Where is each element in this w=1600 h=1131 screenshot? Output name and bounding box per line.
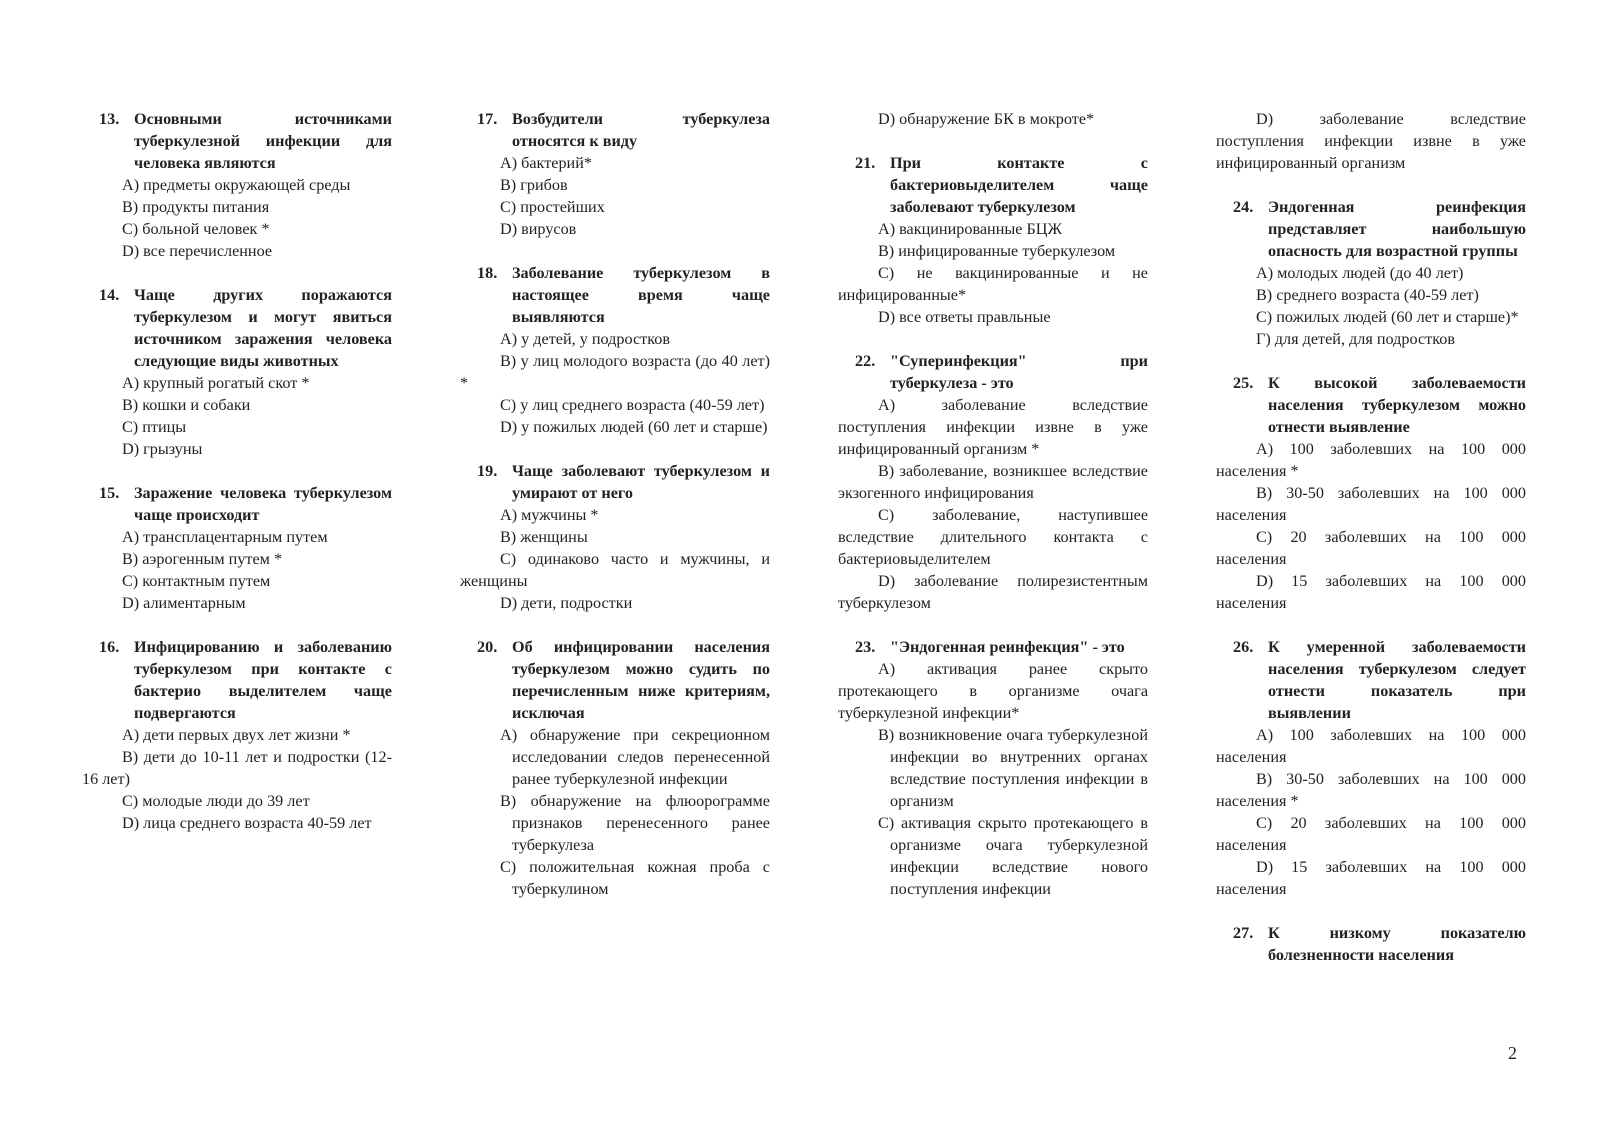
question-27 <box>1216 922 1526 966</box>
question-text <box>838 636 1148 658</box>
question-title: При контакте с бактериовыделителем чаще заболевают туберкулезом <box>890 154 1148 216</box>
question-13 <box>82 108 392 262</box>
answer-option: C) пожилых людей (60 лет и старше)* <box>1256 308 1519 326</box>
question-title: Об инфицировании населения туберкулезом можно судить по перечисленным ниже критериям, исключая <box>512 638 770 722</box>
question-number: 16. <box>99 638 120 656</box>
question-title: Эндогенная реинфекция представляет наибольшую опасность для возрастной группы <box>1268 198 1526 260</box>
answer-option: A) вакцинированные БЦЖ <box>878 220 1062 238</box>
answer-option: D) дети, подростки <box>500 594 633 612</box>
question-21 <box>838 152 1148 328</box>
answer-option: C) простейших <box>500 198 605 216</box>
answer-option: B) 30-50 заболевших на 100 000 населения <box>1216 484 1526 524</box>
answer-option: B) обнаружение на флюорограмме признаков перенесенного ранее туберкулеза <box>500 792 770 854</box>
answer-option: D) заболевание полирезистентным туберкулезом <box>838 572 1148 612</box>
answer-option: D) алиментарным <box>122 594 246 612</box>
question-title: "Эндогенная реинфекция" - это <box>890 638 1125 656</box>
answer-option: B) среднего возраста (40-59 лет) <box>1256 286 1479 304</box>
question-text <box>838 152 1148 218</box>
question-text <box>838 350 1148 394</box>
question-number: 22. <box>855 352 876 370</box>
question-text <box>1216 922 1526 966</box>
question-title: Чаще заболевают туберкулезом и умирают от него <box>512 462 770 502</box>
question-16 <box>82 636 392 834</box>
answer-option: C) птицы <box>122 418 187 436</box>
question-25 <box>1216 372 1526 614</box>
answer-option: A) молодых людей (до 40 лет) <box>1256 264 1464 282</box>
answer-option: Г) для детей, для подростков <box>1256 330 1455 348</box>
question-number: 27. <box>1233 924 1254 942</box>
question-24 <box>1216 196 1526 350</box>
answer-option: A) заболевание вследствие поступления инфекции извне в уже инфицированный организм * <box>838 396 1148 458</box>
answer-option: D) 15 заболевших на 100 000 населения <box>1216 572 1526 612</box>
answer-option: D) грызуны <box>122 440 203 458</box>
answer-option: B) возникновение очага туберкулезной инфекции во внутренних органах вследствие поступления инфекции в организм <box>878 726 1148 810</box>
question-number: 21. <box>855 154 876 172</box>
question-number: 14. <box>99 286 120 304</box>
question-title: К низкому показателю болезненности населения <box>1268 924 1526 964</box>
answer-option: D) вирусов <box>500 220 577 238</box>
answer-option: A) 100 заболевших на 100 000 населения * <box>1216 440 1526 480</box>
question-text <box>460 262 770 328</box>
question-title: К высокой заболеваемости населения туберкулезом можно отнести выявление <box>1268 374 1526 436</box>
question-title: К умеренной заболеваемости населения туберкулезом следует отнести показатель при выявлении <box>1268 638 1526 722</box>
answer-option: B) 30-50 заболевших на 100 000 населения * <box>1216 770 1526 810</box>
answer-option: A) обнаружение при секреционном исследовании следов перенесенной ранее туберкулезной инфекции <box>500 726 770 788</box>
question-title: Инфицированию и заболеванию туберкулезом при контакте с бактерио выделителем чаще подвергаются <box>134 638 392 722</box>
question-19 <box>460 460 770 614</box>
answer-option: C) 20 заболевших на 100 000 населения <box>1216 814 1526 854</box>
answer-option: A) бактерий* <box>500 154 592 172</box>
question-title: Заражение человека туберкулезом чаще происходит <box>134 484 392 524</box>
column-3 <box>838 108 1148 922</box>
answer-option: B) у лиц молодого возраста (до 40 лет) * <box>460 352 770 392</box>
answer-option: B) инфицированные туберкулезом <box>878 242 1116 260</box>
question-number: 20. <box>477 638 498 656</box>
question-title: Чаще других поражаются туберкулезом и могут явиться источником заражения человека следующие виды животных <box>134 286 392 370</box>
question-17 <box>460 108 770 240</box>
question-23 <box>838 636 1148 900</box>
question-text <box>82 482 392 526</box>
continued-option: D) обнаружение БК в мокроте* <box>878 110 1095 128</box>
answer-option: A) мужчины * <box>500 506 599 524</box>
answer-option: A) активация ранее скрыто протекающего в организме очага туберкулезной инфекции* <box>838 660 1148 722</box>
question-number: 24. <box>1233 198 1254 216</box>
answer-option: A) 100 заболевших на 100 000 населения <box>1216 726 1526 766</box>
answer-option: C) заболевание, наступившее вследствие длительного контакта с бактериовыделителем <box>838 506 1148 568</box>
answer-option: A) предметы окружающей среды <box>122 176 351 194</box>
question-text <box>1216 372 1526 438</box>
question-text <box>460 460 770 504</box>
question-number: 13. <box>99 110 120 128</box>
answer-option: D) все ответы правльные <box>878 308 1051 326</box>
question-18 <box>460 262 770 438</box>
answer-option: C) молодые люди до 39 лет <box>122 792 310 810</box>
question-title: "Суперинфекция" при туберкулеза - это <box>890 352 1148 392</box>
answer-option: B) женщины <box>500 528 588 546</box>
answer-option: B) заболевание, возникшее вследствие экзогенного инфицирования <box>838 462 1148 502</box>
question-22 <box>838 350 1148 614</box>
question-14 <box>82 284 392 460</box>
answer-option: D) 15 заболевших на 100 000 населения <box>1216 858 1526 898</box>
question-text <box>1216 196 1526 262</box>
continued-option: D) заболевание вследствие поступления инфекции извне в уже инфицированный организм <box>1216 110 1526 172</box>
question-number: 18. <box>477 264 498 282</box>
question-number: 25. <box>1233 374 1254 392</box>
answer-option: C) контактным путем <box>122 572 271 590</box>
answer-option: C) положительная кожная проба с туберкулином <box>500 858 770 898</box>
question-text <box>460 636 770 724</box>
question-number: 15. <box>99 484 120 502</box>
question-text <box>1216 636 1526 724</box>
question-text <box>460 108 770 152</box>
answer-option: D) все перечисленное <box>122 242 273 260</box>
answer-option: D) у пожилых людей (60 лет и старше) <box>500 418 768 436</box>
answer-option: C) у лиц среднего возраста (40-59 лет) <box>500 396 765 414</box>
answer-option: A) у детей, у подростков <box>500 330 670 348</box>
answer-option: D) лица среднего возраста 40-59 лет <box>122 814 372 832</box>
column-4 <box>1216 108 1526 988</box>
question-text <box>82 284 392 372</box>
answer-option: A) крупный рогатый скот * <box>122 374 310 392</box>
answer-option: C) активация скрыто протекающего в организме очага туберкулезной инфекции вследствие нового поступления инфекции <box>878 814 1148 898</box>
answer-option: C) не вакцинированные и не инфицированные* <box>838 264 1148 304</box>
question-title: Основными источниками туберкулезной инфекции для человека являются <box>134 110 392 172</box>
question-15 <box>82 482 392 614</box>
answer-option: B) продукты питания <box>122 198 270 216</box>
answer-option: B) дети до 10-11 лет и подростки (12-16 лет) <box>82 748 392 788</box>
answer-option: C) 20 заболевших на 100 000 населения <box>1216 528 1526 568</box>
answer-option: C) больной человек * <box>122 220 270 238</box>
question-20 <box>460 636 770 900</box>
column-1 <box>82 108 392 856</box>
question-text <box>82 108 392 174</box>
answer-option: B) грибов <box>500 176 568 194</box>
question-number: 23. <box>855 638 876 656</box>
question-number: 26. <box>1233 638 1254 656</box>
answer-option: B) кошки и собаки <box>122 396 251 414</box>
question-number: 17. <box>477 110 498 128</box>
column-2 <box>460 108 770 922</box>
question-title: Заболевание туберкулезом в настоящее время чаще выявляются <box>512 264 770 326</box>
question-26 <box>1216 636 1526 900</box>
question-text <box>82 636 392 724</box>
page-number: 2 <box>1508 1043 1517 1063</box>
answer-option: A) дети первых двух лет жизни * <box>122 726 351 744</box>
answer-option: B) аэрогенным путем * <box>122 550 283 568</box>
question-number: 19. <box>477 462 498 480</box>
question-title: Возбудители туберкулеза относятся к виду <box>512 110 770 150</box>
answer-option: C) одинаково часто и мужчины, и женщины <box>460 550 770 590</box>
answer-option: A) трансплацентарным путем <box>122 528 328 546</box>
